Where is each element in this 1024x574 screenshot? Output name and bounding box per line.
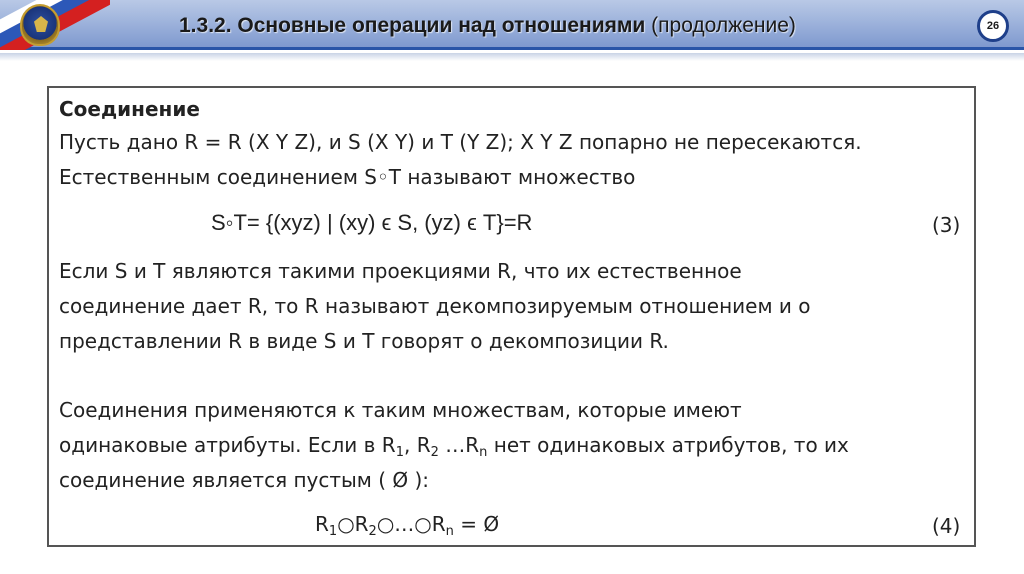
slide-header [0, 0, 1024, 50]
slide-title-main: 1.3.2. Основные операции над отношениями [179, 14, 646, 37]
definition-line-1: Пусть дано R = R (X Y Z), и S (X Y) и T (Y Z); X Y Z попарно не пересекаются. [59, 130, 862, 154]
page-number-badge: 26 [977, 10, 1009, 42]
paragraph-3-line-3: соединение является пустым ( Ø ): [59, 468, 430, 492]
slide-title-suffix: (продолжение) [651, 14, 796, 37]
equation-number-3: (3) [932, 213, 961, 237]
formula-3: S◦T= {(xyz) | (xy) ϵ S, (yz) ϵ T}=R [211, 210, 533, 235]
paragraph-3-line-1: Соединения применяются к таким множествам, которые имеют [59, 398, 742, 422]
paragraph-2-line-1: Если S и T являются такими проекциями R, что их естественное [59, 259, 742, 283]
slide-title [179, 14, 796, 40]
paragraph-2-line-2: соединение дает R, то R называют декомпозируемым отношением и о [59, 294, 811, 318]
formula-4: $R_1○R_2○\dots○R_n$ = Ø [315, 512, 500, 539]
content-frame [47, 86, 976, 547]
definition-line-2: Естественным соединением S◦T называют множество [59, 165, 636, 189]
equation-number-4: (4) [932, 514, 961, 538]
paragraph-3-line-2: одинаковые атрибуты. Если в $R_1$, $R_2$ $\dots R_n$ нет одинаковых атрибутов, то их [59, 433, 849, 460]
header-shadow [0, 53, 1024, 61]
university-emblem-icon [20, 4, 60, 46]
section-heading: Соединение [59, 97, 200, 121]
paragraph-2-line-3: представлении R в виде S и T говорят о декомпозиции R. [59, 329, 669, 353]
